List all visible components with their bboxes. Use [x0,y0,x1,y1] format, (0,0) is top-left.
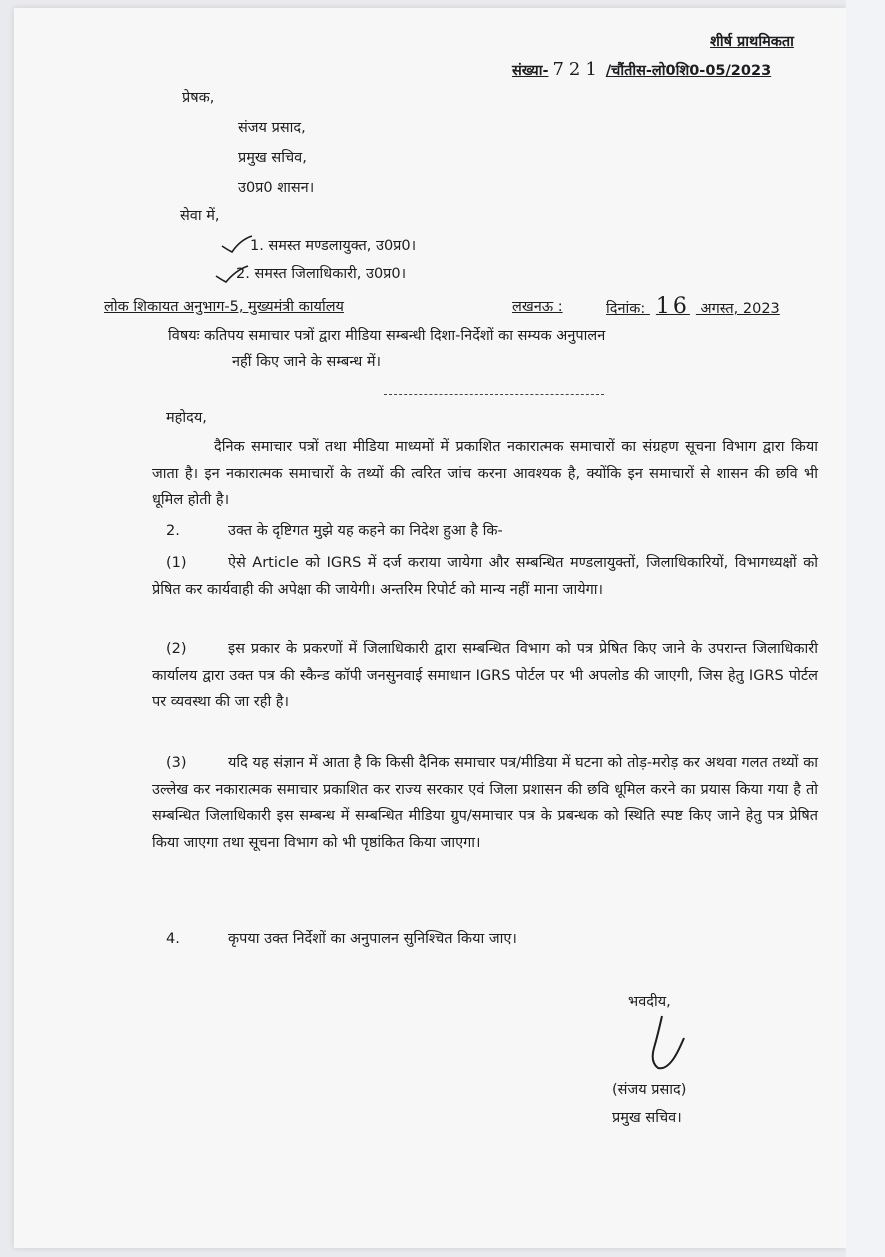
item-2-text: इस प्रकार के प्रकरणों में जिलाधिकारी द्वारा सम्बन्धित विभाग को पत्र प्रेषित किए जाने के उपरान्त जिलाधिकारी कार्यालय द्वारा उक्त पत्र की स्कैन्ड कॉपी जनसुनवाई समाधान IGRS पोर्टल पर भी अपलोड की जाएगी, जिस हेतु IGRS पोर्टल पर व्यवस्था की जा रही है। [152,641,818,710]
paragraph-4-text: कृपया उक्त निर्देशों का अनुपालन सुनिश्चित किया जाए। [228,931,517,947]
item-2-number: (2) [166,641,187,657]
signature-icon [640,1012,690,1074]
subject-divider [384,394,604,395]
paragraph-2-text: उक्त के दृष्टिगत मुझे यह कहने का निदेश हुआ है कि- [228,523,503,539]
paragraph-1-text: दैनिक समाचार पत्रों तथा मीडिया माध्यमों में प्रकाशित नकारात्मक समाचारों का संग्रहण सूचना विभाग द्वारा किया जाता है। इन नकारात्मक समाचारों के तथ्यों की त्वरित जांच करना आवश्यक है, क्योंकि इन समाचारों से शासन की छवि भी धूमिल होती है। [152,439,818,508]
check-mark-1-icon [220,234,254,256]
sender-label: प्रेषक, [182,90,215,106]
date-day-handwritten: 16 [655,294,690,319]
salutation: महोदय, [166,410,207,426]
letter-number-handwritten: 721 [552,59,602,80]
recipient-2: 2. समस्त जिलाधिकारी, उ0प्र0। [236,266,407,282]
paragraph-4-number: 4. [166,931,180,947]
paragraph-1 [152,434,818,514]
item-3-number: (3) [166,755,187,771]
item-1-text: ऐसे Article को IGRS में दर्ज कराया जायेगा और सम्बन्धित मण्डलायुक्तों, जिलाधिकारियों, विभागध्यक्षों को प्रेषित कर कार्यवाही की अपेक्षा की जायेगी। अन्तरिम रिपोर्ट को मान्य नहीं माना जायेगा। [152,555,818,598]
office-section: लोक शिकायत अनुभाग-5, मुख्यमंत्री कार्यालय [104,299,344,315]
paragraph-2-number: 2. [166,523,180,539]
subject-line-2: नहीं किए जाने के सम्बन्ध में। [232,354,382,370]
letter-page [14,8,846,1248]
date-label [606,294,780,319]
sender-designation: प्रमुख सचिव, [238,150,307,166]
item-3-text: यदि यह संज्ञान में आता है कि किसी दैनिक समाचार पत्र/मीडिया में घटना को तोड़-मरोड़ कर अथवा गलत तथ्यों का उल्लेख कर नकारात्मक समाचार प्रकाशित कर राज्य सरकार एवं जिला प्रशासन की छवि धूमिल करने का प्रयास किया गया है तो सम्बन्धित जिलाधिकारी इस सम्बन्ध में सम्बन्धित मीडिया ग्रुप/समाचार पत्र के प्रबन्धक को स्थिति स्पष्ट किए जाने हेतु पत्र प्रेषित किया जाएगा तथा सूचना विभाग को भी पृष्ठांकित किया जाएगा। [152,755,818,851]
letter-number [512,60,771,81]
sender-office: उ0प्र0 शासन। [238,180,315,196]
right-margin-strip [846,0,885,1257]
date-prefix: दिनांक: [606,301,646,317]
closing-yours: भवदीय, [628,994,671,1010]
item-1 [152,550,818,603]
subject-line-1: विषयः कतिपय समाचार पत्रों द्वारा मीडिया सम्बन्धी दिशा-निर्देशों का सम्यक अनुपालन [168,328,606,344]
recipients-label: सेवा में, [180,208,220,224]
paragraph-2 [152,518,818,545]
date-month-year: अगस्त, 2023 [700,301,780,317]
recipient-1: 1. समस्त मण्डलायुक्त, उ0प्र0। [250,238,417,254]
place-label: लखनऊ : [512,299,563,315]
paragraph-4 [152,926,818,953]
closing-name: (संजय प्रसाद) [612,1082,687,1098]
sender-name: संजय प्रसाद, [238,120,306,136]
priority-label: शीर्ष प्राथमिकता [710,34,794,50]
item-1-number: (1) [166,555,187,571]
letter-number-prefix: संख्या- [512,63,549,79]
closing-designation: प्रमुख सचिव। [612,1110,682,1126]
item-3 [152,750,818,856]
item-2 [152,636,818,716]
letter-number-suffix: /चौंतीस-लो0शि0-05/2023 [605,63,772,79]
